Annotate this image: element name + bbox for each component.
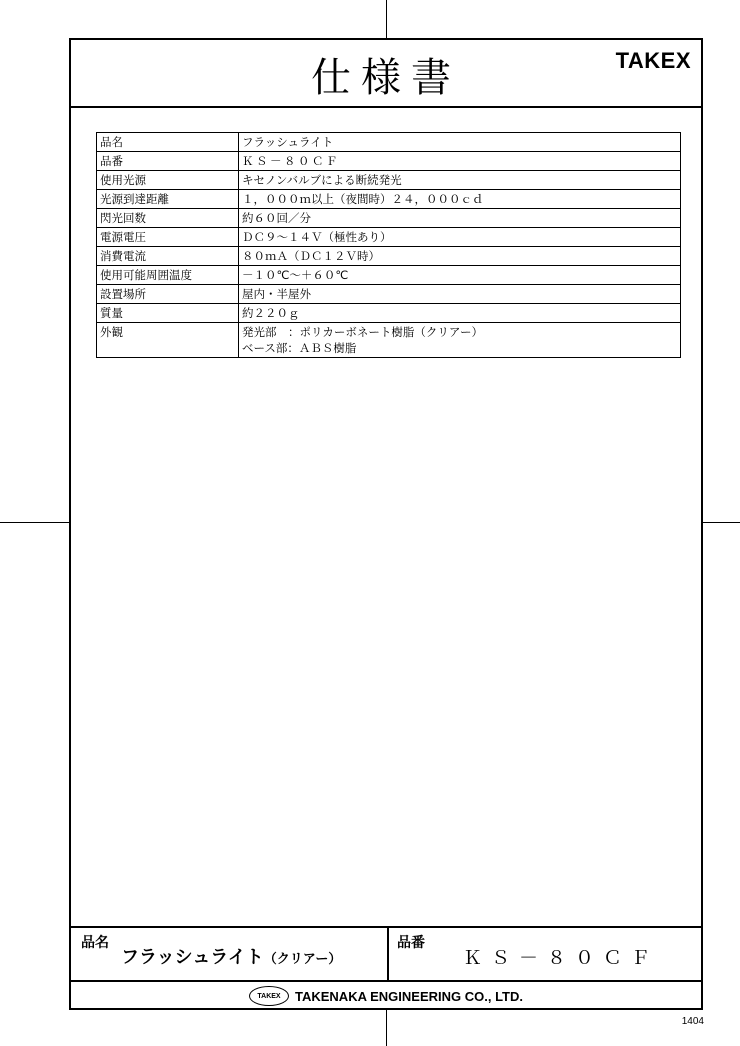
footer-name-main: フラッシュライト <box>121 947 264 968</box>
table-row <box>97 323 681 358</box>
spec-key: 品番 <box>97 152 239 171</box>
footer-name-value <box>121 943 341 969</box>
spec-value: ＤＣ９～１４Ｖ（極性あり） <box>239 228 681 247</box>
document-number: 1404 <box>681 1016 704 1027</box>
spec-value: －１０℃～＋６０℃ <box>239 266 681 285</box>
company-logo: TAKEX <box>249 986 289 1006</box>
table-row <box>97 247 681 266</box>
spec-key: 設置場所 <box>97 285 239 304</box>
spec-value: 屋内・半屋外 <box>239 285 681 304</box>
spec-value-multiline <box>239 323 681 358</box>
table-row <box>97 228 681 247</box>
table-row <box>97 266 681 285</box>
spec-value: ＫＳ－８０ＣＦ <box>239 152 681 171</box>
table-row <box>97 190 681 209</box>
company-row <box>71 982 701 1010</box>
table-row <box>97 304 681 323</box>
footer-model-value: ＫＳ－８０ＣＦ <box>463 947 660 969</box>
spec-value: １，０００ｍ以上（夜間時）２４，０００ｃｄ <box>239 190 681 209</box>
spec-key: 電源電圧 <box>97 228 239 247</box>
spec-key: 外観 <box>97 323 239 358</box>
brand-logo: TAKEX <box>615 48 691 73</box>
document-frame <box>69 38 703 1010</box>
crop-mark-right <box>703 522 740 523</box>
table-row <box>97 133 681 152</box>
company-name: TAKENAKA ENGINEERING CO., LTD. <box>295 988 523 1004</box>
spec-value: ８０ｍＡ（ＤＣ１２Ｖ時） <box>239 247 681 266</box>
spec-value: フラッシュライト <box>239 133 681 152</box>
spec-value-line: 発光部 ：ポリカーボネート樹脂（クリアー） <box>242 325 484 339</box>
spec-value-line: ベース部：ＡＢＳ樹脂 <box>242 341 357 355</box>
spec-value: 約６０回／分 <box>239 209 681 228</box>
spec-key: 質量 <box>97 304 239 323</box>
spec-key: 消費電流 <box>97 247 239 266</box>
table-row <box>97 285 681 304</box>
document-title: 仕様書 <box>311 55 461 101</box>
spec-value: キセノンバルブによる断続発光 <box>239 171 681 190</box>
footer-divider <box>387 928 389 982</box>
footer-model-label: 品番 <box>397 935 425 951</box>
crop-mark-bottom <box>386 1010 387 1046</box>
spec-table <box>96 132 681 358</box>
table-row <box>97 171 681 190</box>
footer-name-suffix: （クリアー） <box>263 952 342 967</box>
footer <box>71 926 701 1010</box>
spec-key: 光源到達距離 <box>97 190 239 209</box>
spec-value: 約２２０ｇ <box>239 304 681 323</box>
table-row <box>97 209 681 228</box>
footer-name-label: 品名 <box>81 935 109 951</box>
crop-mark-left <box>0 522 70 523</box>
crop-mark-top <box>386 0 387 38</box>
header <box>71 40 701 108</box>
footer-product-row <box>71 926 701 982</box>
spec-key: 使用可能周囲温度 <box>97 266 239 285</box>
spec-key: 使用光源 <box>97 171 239 190</box>
table-row <box>97 152 681 171</box>
spec-key: 閃光回数 <box>97 209 239 228</box>
spec-key: 品名 <box>97 133 239 152</box>
